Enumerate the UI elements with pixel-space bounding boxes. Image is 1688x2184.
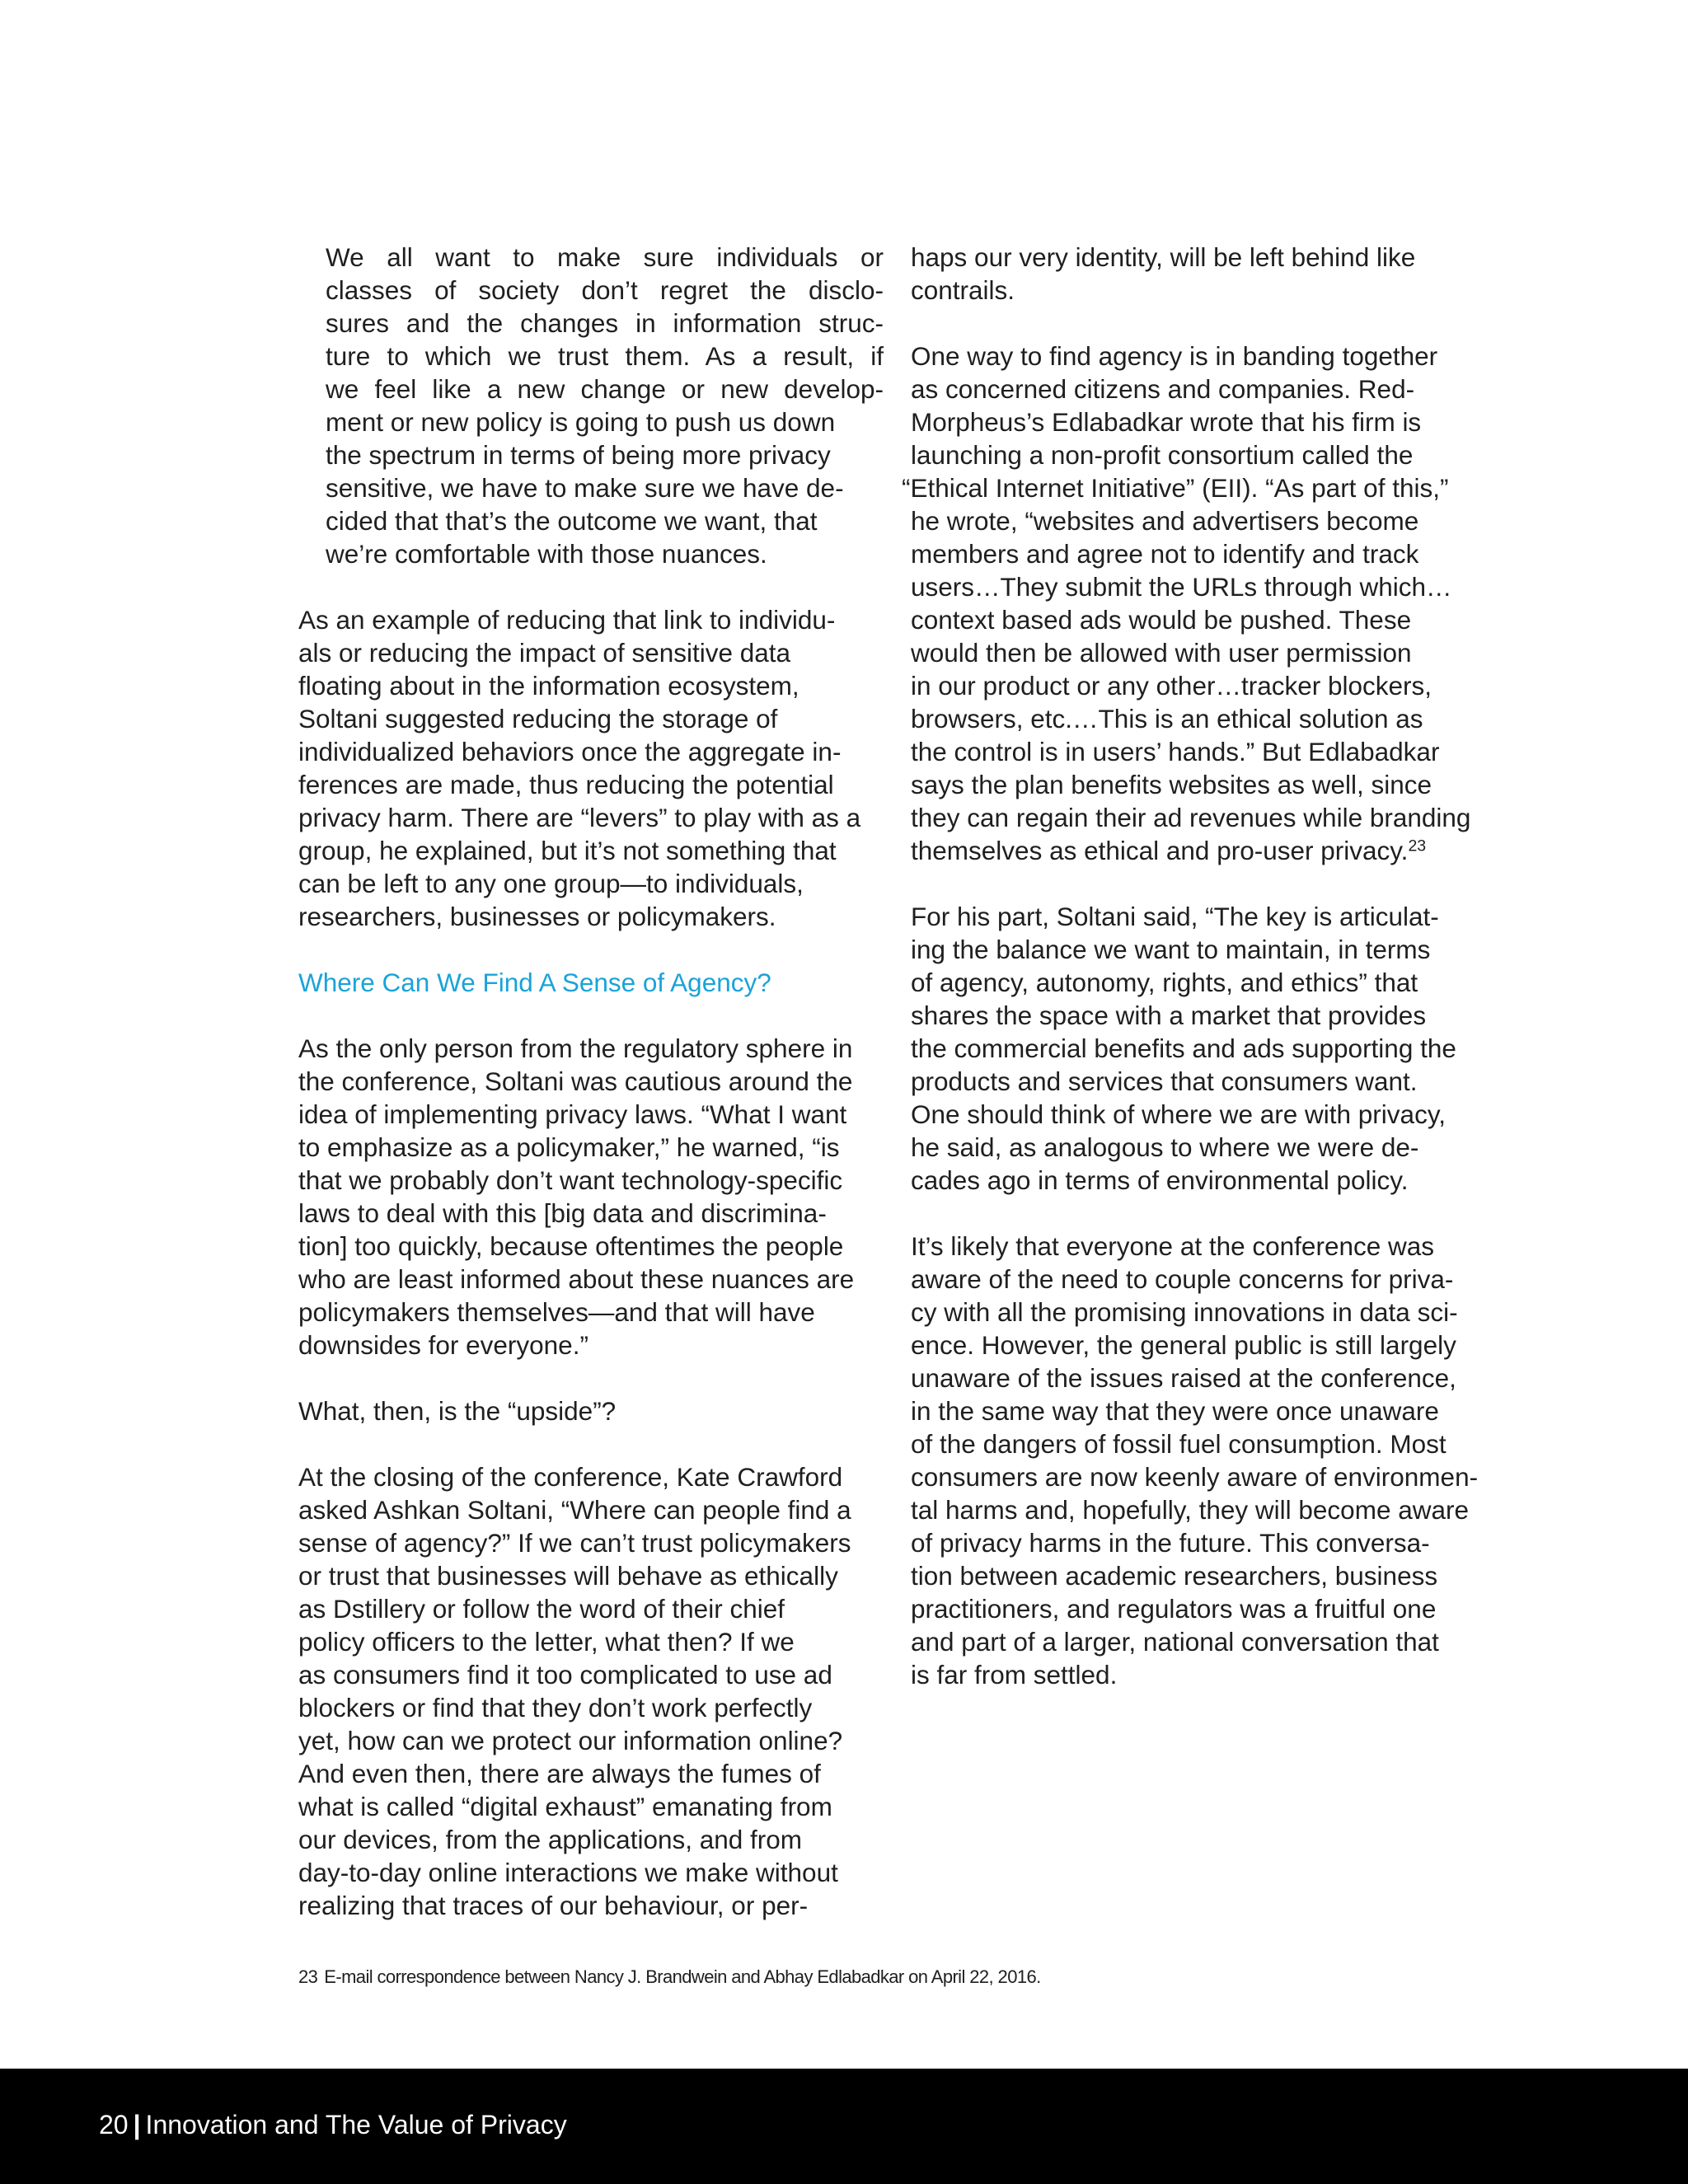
text-line: he said, as analogous to where we were de- <box>911 1132 1419 1162</box>
text-line: shares the space with a market that provides <box>911 1001 1427 1030</box>
quote-line: the spectrum in terms of being more privacy <box>326 440 831 470</box>
quote-line: We all want to make sure individuals or <box>326 242 884 272</box>
text-line: realizing that traces of our behaviour, or per- <box>298 1891 809 1920</box>
text-line: policymakers themselves—and that will have <box>298 1297 815 1327</box>
publication-title: Innovation and The Value of Privacy <box>145 2110 567 2139</box>
text-line: idea of implementing privacy laws. “What I want <box>298 1099 847 1129</box>
footnote-text: E-mail correspondence between Nancy J. Brandwein and Abhay Edlabadkar on April 22, 2016. <box>324 1966 1041 1987</box>
text-line: tion between academic researchers, business <box>911 1561 1438 1591</box>
text-line: the control is in users’ hands.” But Edlabadkar <box>911 737 1440 766</box>
text-line: is far from settled. <box>911 1660 1118 1690</box>
text-line: floating about in the information ecosystem, <box>298 671 799 701</box>
text-line: as concerned citizens and companies. Red- <box>911 374 1415 404</box>
text-line: browsers, etc.…This is an ethical solution as <box>911 704 1423 733</box>
text-line: of privacy harms in the future. This conversa- <box>911 1528 1430 1558</box>
text-line: sense of agency?” If we can’t trust policymakers <box>298 1528 851 1558</box>
paragraph <box>902 340 1498 867</box>
text-line: “Ethical Internet Initiative” (EII). “As part of this,” <box>902 473 1449 503</box>
text-line: in our product or any other…tracker blockers, <box>911 671 1432 701</box>
footnote-reference[interactable]: 23 <box>1408 837 1427 855</box>
paragraph <box>911 241 1498 307</box>
text-line: members and agree not to identify and track <box>911 539 1419 569</box>
text-line: laws to deal with this [big data and discrimina- <box>298 1198 827 1228</box>
paragraph <box>298 1032 884 1361</box>
text-line: As the only person from the regulatory sphere in <box>298 1033 853 1063</box>
text-line: in the same way that they were once unaware <box>911 1396 1439 1426</box>
quote-line: classes of society don’t regret the disclo- <box>326 275 884 305</box>
paragraph <box>911 1230 1498 1691</box>
text-line: tal harms and, hopefully, they will become aware <box>911 1495 1470 1525</box>
text-line: would then be allowed with user permission <box>911 638 1412 668</box>
quote-line: sures and the changes in information struc- <box>326 308 884 338</box>
text-line: One way to find agency is in banding together <box>911 341 1438 371</box>
text-line: our devices, from the applications, and from <box>298 1825 803 1854</box>
quote-line: cided that that’s the outcome we want, that <box>326 506 818 536</box>
text-line: unaware of the issues raised at the conference, <box>911 1363 1456 1393</box>
text-line: individualized behaviors once the aggregate in- <box>298 737 842 766</box>
text-line: What, then, is the “upside”? <box>298 1396 617 1426</box>
right-column <box>902 241 1498 1691</box>
text-line: they can regain their ad revenues while branding <box>911 803 1471 832</box>
quote-line: sensitive, we have to make sure we have de- <box>326 473 844 503</box>
text-line: products and services that consumers want. <box>911 1066 1418 1096</box>
text-line: of agency, autonomy, rights, and ethics” that <box>911 968 1418 997</box>
text-line: who are least informed about these nuances are <box>298 1264 855 1294</box>
text-line: policy officers to the letter, what then? If we <box>298 1627 795 1657</box>
footnote <box>298 1965 1041 1990</box>
text-line: And even then, there are always the fumes of <box>298 1759 821 1788</box>
text-line: tion] too quickly, because oftentimes the people <box>298 1231 844 1261</box>
text-line <box>911 834 1498 867</box>
text-line: yet, how can we protect our information online? <box>298 1726 843 1755</box>
paragraph <box>298 603 884 933</box>
quote-line: ture to which we trust them. As a result, if <box>326 341 884 371</box>
text-line: blockers or find that they don’t work perfectly <box>298 1693 813 1722</box>
text-line: the conference, Soltani was cautious around the <box>298 1066 853 1096</box>
text-line: At the closing of the conference, Kate Crawford <box>298 1462 843 1492</box>
section-heading: Where Can We Find A Sense of Agency? <box>298 968 771 997</box>
quote-line: we feel like a new change or new develop- <box>326 374 884 404</box>
text-line: consumers are now keenly aware of environmen- <box>911 1462 1479 1492</box>
text-line: privacy harm. There are “levers” to play with as a <box>298 803 861 832</box>
text-line: asked Ashkan Soltani, “Where can people find a <box>298 1495 851 1525</box>
text-line: It’s likely that everyone at the conference was <box>911 1231 1435 1261</box>
text-line: or trust that businesses will behave as ethically <box>298 1561 838 1591</box>
text-line: contrails. <box>911 275 1015 305</box>
text-line: als or reducing the impact of sensitive data <box>298 638 791 668</box>
text-line: For his part, Soltani said, “The key is articulat- <box>911 902 1439 931</box>
text-line: as Dstillery or follow the word of their chief <box>298 1594 785 1624</box>
text-line-content: themselves as ethical and pro-user privacy. <box>911 836 1409 865</box>
text-line: aware of the need to couple concerns for priva- <box>911 1264 1454 1294</box>
footer-text <box>99 2108 567 2141</box>
text-line: ferences are made, thus reducing the potential <box>298 770 834 799</box>
text-line: can be left to any one group—to individuals, <box>298 869 804 898</box>
text-line: users…They submit the URLs through which… <box>911 572 1452 602</box>
left-column <box>298 241 884 1922</box>
text-line: ence. However, the general public is still largely <box>911 1330 1456 1360</box>
text-line: group, he explained, but it’s not something that <box>298 836 837 865</box>
block-quote <box>298 241 884 570</box>
footer-separator: | <box>133 2110 141 2139</box>
text-line: haps our very identity, will be left behind like <box>911 242 1416 272</box>
text-line: launching a non-profit consortium called the <box>911 440 1414 470</box>
text-line: Soltani suggested reducing the storage of <box>298 704 778 733</box>
text-line: that we probably don’t want technology-specific <box>298 1165 843 1195</box>
text-line: and part of a larger, national conversation that <box>911 1627 1439 1657</box>
text-line: context based ads would be pushed. These <box>911 605 1412 635</box>
quote-line: we’re comfortable with those nuances. <box>326 539 767 569</box>
text-line: ing the balance we want to maintain, in terms <box>911 935 1431 964</box>
paragraph <box>298 1460 884 1922</box>
quote-line: ment or new policy is going to push us down <box>326 407 836 437</box>
text-line: downsides for everyone.” <box>298 1330 588 1360</box>
text-line: Morpheus’s Edlabadkar wrote that his firm is <box>911 407 1422 437</box>
page-number: 20 <box>99 2110 129 2139</box>
text-line: researchers, businesses or policymakers. <box>298 902 776 931</box>
text-line: what is called “digital exhaust” emanating from <box>298 1792 832 1821</box>
text-line: of the dangers of fossil fuel consumption. Most <box>911 1429 1447 1459</box>
text-line: the commercial benefits and ads supporting the <box>911 1033 1456 1063</box>
text-line: day-to-day online interactions we make without <box>298 1858 838 1887</box>
footnote-number: 23 <box>298 1966 318 1987</box>
text-line: cades ago in terms of environmental policy. <box>911 1165 1409 1195</box>
text-line: as consumers find it too complicated to use ad <box>298 1660 832 1690</box>
text-line: As an example of reducing that link to individu- <box>298 605 836 635</box>
page-footer <box>0 2069 1688 2184</box>
text-line: says the plan benefits websites as well, since <box>911 770 1432 799</box>
text-line: One should think of where we are with privacy, <box>911 1099 1446 1129</box>
text-line: to emphasize as a policymaker,” he warned, “is <box>298 1132 840 1162</box>
text-line: practitioners, and regulators was a fruitful one <box>911 1594 1437 1624</box>
paragraph <box>911 900 1498 1197</box>
text-line: cy with all the promising innovations in data sci- <box>911 1297 1458 1327</box>
text-line: he wrote, “websites and advertisers become <box>911 506 1419 536</box>
